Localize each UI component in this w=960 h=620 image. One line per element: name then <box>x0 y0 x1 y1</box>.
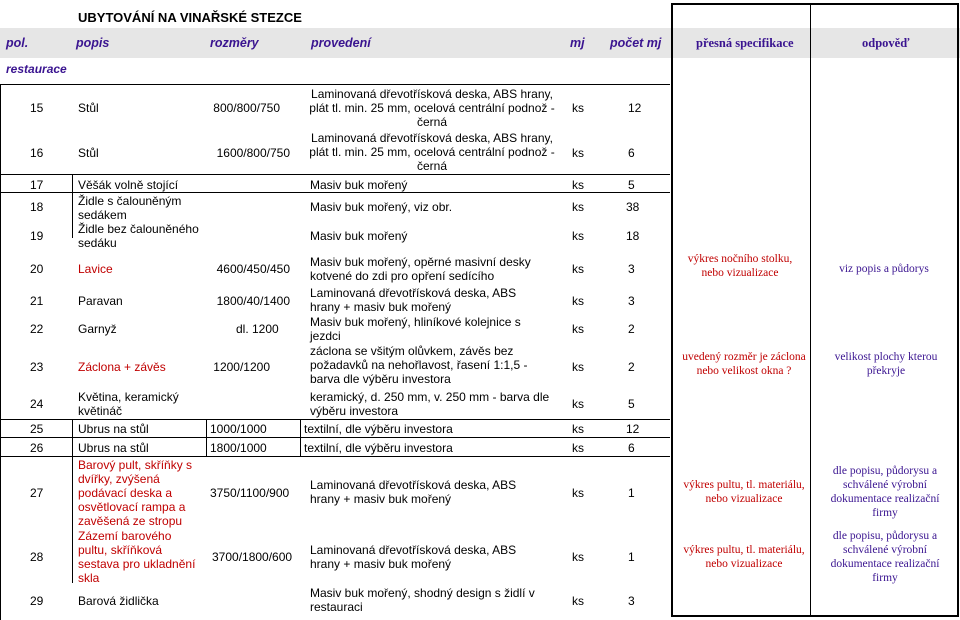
row-26-mj: ks <box>572 441 584 455</box>
row-27-pol: 27 <box>30 486 44 500</box>
row-26-provedeni: textilní, dle výběru investora <box>304 441 453 455</box>
row-16-pol: 16 <box>30 146 44 160</box>
row-20-pocet: 3 <box>628 262 635 276</box>
row-19-pol: 19 <box>30 229 44 243</box>
row-15-popis: Stůl <box>78 101 99 115</box>
row-divider <box>0 456 670 457</box>
row-25-rozmery: 1000/1000 <box>210 422 267 436</box>
row-divider <box>0 419 670 420</box>
row-25-pocet: 12 <box>626 422 640 436</box>
row-28-popis: Zázemí barového pultu, skříňková sestava pro ukladnění skla <box>78 529 196 585</box>
row-26-pocet: 6 <box>628 441 635 455</box>
col-divider <box>0 84 1 620</box>
row-26-popis: Ubrus na stůl <box>78 441 149 455</box>
row-19-pocet: 18 <box>626 229 640 243</box>
row-23-popis: Záclona + závěs <box>78 360 166 374</box>
col-header-spec: přesná specifikace <box>696 36 794 50</box>
section-label: restaurace <box>6 62 67 76</box>
row-28-mj: ks <box>572 550 584 564</box>
row-15-pol: 15 <box>30 101 44 115</box>
row-27-odpoved: dle popisu, půdorysu a schválené výrobní dokumentace realizační firmy <box>830 465 940 519</box>
row-23-rozmery: 1200/1200 <box>213 360 270 374</box>
row-29-popis: Barová židlička <box>78 594 159 608</box>
col-header-pol: pol. <box>6 36 29 50</box>
row-25-mj: ks <box>572 422 584 436</box>
row-22-provedeni: Masiv buk mořený, hliníkové kolejnice s jezdci <box>310 315 521 343</box>
row-20-pol: 20 <box>30 262 44 276</box>
row-22-pocet: 2 <box>628 322 635 336</box>
row-23-provedeni: záclona se všitým olůvkem, závěs bez požadavků na nehořlavost, řasení 1:1,5 - barva dle výběru investora <box>310 344 528 386</box>
row-22-pol: 22 <box>30 322 44 336</box>
col-header-pocet: počet mj <box>610 36 662 50</box>
row-25-provedeni: textilní, dle výběru investora <box>304 422 453 436</box>
row-divider <box>0 174 670 175</box>
document-title: UBYTOVÁNÍ NA VINAŘSKÉ STEZCE <box>78 10 302 25</box>
row-23-pocet: 2 <box>628 360 635 374</box>
row-21-popis: Paravan <box>78 294 123 308</box>
row-29-mj: ks <box>572 594 584 608</box>
row-23-spec: uvedený rozměr je záclona nebo velikost okna ? <box>682 351 806 377</box>
row-20-spec: výkres nočního stolku, nebo vizualizace <box>687 253 793 279</box>
row-24-popis: Květina, keramický květináč <box>78 390 179 418</box>
row-22-mj: ks <box>572 322 584 336</box>
row-21-provedeni: Laminovaná dřevotřísková deska, ABS hrany + masiv buk mořený <box>310 286 517 314</box>
row-17-mj: ks <box>572 178 584 192</box>
col-header-odpoved: odpověď <box>862 36 910 50</box>
row-23-odpoved: velikost plochy kterou překryje <box>834 351 938 377</box>
row-26-pol: 26 <box>30 441 44 455</box>
row-28-pocet: 1 <box>628 550 635 564</box>
row-28-rozmery: 3700/1800/600 <box>212 550 293 564</box>
row-15-mj: ks <box>572 101 584 115</box>
row-16-rozmery: 1600/800/750 <box>216 146 290 160</box>
row-15-rozmery: 800/800/750 <box>213 101 280 115</box>
col-header-mj: mj <box>570 36 585 50</box>
row-24-pocet: 5 <box>628 397 635 411</box>
row-17-popis: Věšák volně stojící <box>78 178 179 192</box>
row-29-provedeni: Masiv buk mořený, shodný design s židlí v restauraci <box>310 586 535 614</box>
row-27-spec: výkres pultu, tl. materiálu, nebo vizualizace <box>683 479 805 505</box>
row-24-pol: 24 <box>30 397 44 411</box>
row-18-pol: 18 <box>30 200 44 214</box>
row-24-provedeni: keramický, d. 250 mm, v. 250 mm - barva dle výběru investora <box>310 390 550 418</box>
row-16-popis: Stůl <box>78 146 99 160</box>
row-25-pol: 25 <box>30 422 44 436</box>
row-19-popis: Židle bez čalouněného sedáku <box>78 222 199 250</box>
row-20-popis: Lavice <box>78 262 113 276</box>
row-21-pol: 21 <box>30 294 44 308</box>
row-20-odpoved: viz popis a půdorys <box>839 263 929 275</box>
row-16-mj: ks <box>572 146 584 160</box>
row-17-pol: 17 <box>30 178 44 192</box>
row-16-provedeni: Laminovaná dřevotřísková deska, ABS hrany, plát tl. min. 25 mm, ocelová centrální podnož - černá <box>309 131 555 173</box>
row-21-rozmery: 1800/40/1400 <box>216 294 290 308</box>
row-28-pol: 28 <box>30 550 44 564</box>
col-divider <box>72 456 73 583</box>
row-24-mj: ks <box>572 397 584 411</box>
row-18-pocet: 38 <box>626 200 640 214</box>
row-20-provedeni: Masiv buk mořený, opěrné masivní desky kotvené do zdi pro opření sedícího <box>310 255 531 283</box>
row-18-popis: Židle s čalouněným sedákem <box>78 194 182 222</box>
row-29-pocet: 3 <box>628 594 635 608</box>
row-23-pol: 23 <box>30 360 44 374</box>
row-28-odpoved: dle popisu, půdorysu a schválené výrobní dokumentace realizační firmy <box>830 530 940 584</box>
row-20-rozmery: 4600/450/450 <box>216 262 290 276</box>
row-20-mj: ks <box>572 262 584 276</box>
row-27-pocet: 1 <box>628 486 635 500</box>
row-27-provedeni: Laminovaná dřevotřísková deska, ABS hrany + masiv buk mořený <box>310 478 517 506</box>
row-17-pocet: 5 <box>628 178 635 192</box>
row-29-pol: 29 <box>30 594 44 608</box>
row-28-spec: výkres pultu, tl. materiálu, nebo vizualizace <box>683 544 805 570</box>
row-28-provedeni: Laminovaná dřevotřísková deska, ABS hrany + masiv buk mořený <box>310 543 517 571</box>
row-27-popis: Barový pult, skříňky s dvířky, zvýšená podávací deska a osvětlovací rampa a zavěšená ze stropu <box>78 458 193 528</box>
row-17-provedeni: Masiv buk mořený <box>310 178 408 192</box>
row-16-pocet: 6 <box>628 146 635 160</box>
row-27-rozmery: 3750/1100/900 <box>210 486 290 500</box>
row-divider <box>0 84 670 85</box>
row-26-rozmery: 1800/1000 <box>210 441 267 455</box>
row-15-provedeni: Laminovaná dřevotřísková deska, ABS hrany, plát tl. min. 25 mm, ocelová centrální podnož - černá <box>309 87 555 129</box>
specification-box <box>671 3 959 617</box>
row-22-rozmery: dl. 1200 <box>236 322 279 336</box>
row-23-mj: ks <box>572 360 584 374</box>
col-divider <box>206 419 207 456</box>
row-19-provedeni: Masiv buk mořený <box>310 229 408 243</box>
row-divider <box>0 192 670 193</box>
row-21-pocet: 3 <box>628 294 635 308</box>
col-divider <box>72 174 73 238</box>
row-15-pocet: 12 <box>628 101 642 115</box>
col-header-popis: popis <box>76 36 110 50</box>
row-divider <box>0 437 670 438</box>
col-header-provedeni: provedení <box>311 36 371 50</box>
row-27-mj: ks <box>572 486 584 500</box>
col-header-rozmery: rozměry <box>210 36 259 50</box>
row-19-mj: ks <box>572 229 584 243</box>
row-18-provedeni: Masiv buk mořený, viz obr. <box>310 200 453 214</box>
row-22-popis: Garnyž <box>78 322 117 336</box>
col-divider <box>300 419 301 456</box>
col-divider <box>72 419 73 456</box>
row-21-mj: ks <box>572 294 584 308</box>
row-18-mj: ks <box>572 200 584 214</box>
row-25-popis: Ubrus na stůl <box>78 422 149 436</box>
